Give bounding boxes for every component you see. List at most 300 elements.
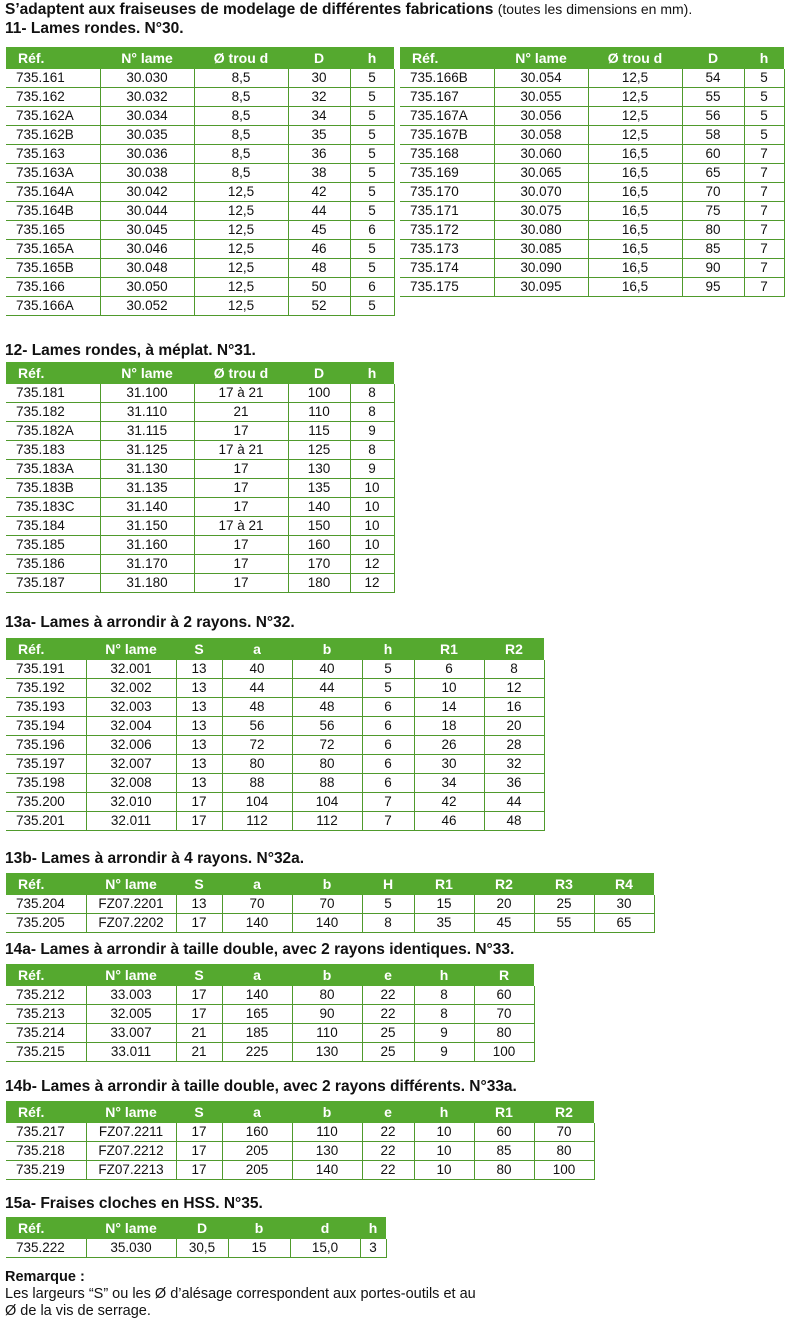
remark-line-1: Les largeurs “S” ou les Ø d’alésage correspondent aux portes-outils et au — [5, 1286, 476, 1302]
table-cell: 20 — [474, 895, 534, 914]
table-cell: 225 — [222, 1043, 292, 1062]
table-cell: 30.090 — [494, 259, 588, 278]
table-cell: 31.115 — [100, 422, 194, 441]
table-cell: 205 — [222, 1161, 292, 1180]
table-cell: 30.085 — [494, 240, 588, 259]
table-cell: 8 — [362, 914, 414, 933]
table-cell: 17 — [176, 1123, 222, 1142]
table-cell: 45 — [288, 221, 350, 240]
table-row — [6, 774, 544, 793]
table-row — [6, 793, 544, 812]
table-cell: 5 — [350, 240, 394, 259]
table-cell: 30.080 — [494, 221, 588, 240]
table-cell: 17 — [176, 812, 222, 831]
table-cell: 30.052 — [100, 297, 194, 316]
column-header: R1 — [474, 1101, 534, 1123]
table-cell: 735.165 — [6, 221, 100, 240]
table-14a — [6, 964, 535, 1062]
table-cell: 7 — [744, 164, 784, 183]
table-cell: 735.164B — [6, 202, 100, 221]
table-header-row — [6, 1217, 386, 1239]
table-row — [400, 126, 784, 145]
table-cell: 6 — [414, 660, 484, 679]
table-cell: 36 — [484, 774, 544, 793]
table-cell: 56 — [682, 107, 744, 126]
table-header-row — [6, 1101, 594, 1123]
table-row — [6, 1005, 534, 1024]
table-cell: 60 — [682, 145, 744, 164]
table-cell: 40 — [222, 660, 292, 679]
intro-note: (toutes les dimensions en mm). — [497, 1, 693, 17]
column-header: h — [360, 1217, 386, 1239]
table-cell: 32.011 — [86, 812, 176, 831]
table-cell: 31.150 — [100, 517, 194, 536]
table-cell: 735.174 — [400, 259, 494, 278]
table-cell: 8,5 — [194, 126, 288, 145]
table-13b — [6, 873, 655, 933]
table-cell: 35 — [288, 126, 350, 145]
column-header: h — [744, 47, 784, 69]
column-header: Réf. — [400, 47, 494, 69]
intro-line — [5, 1, 692, 18]
table-cell: 10 — [414, 1142, 474, 1161]
table-cell: 8 — [484, 660, 544, 679]
table-cell: 32.006 — [86, 736, 176, 755]
table-cell: 30.095 — [494, 278, 588, 297]
column-header: D — [288, 47, 350, 69]
table-cell: 735.193 — [6, 698, 86, 717]
table-cell: 46 — [288, 240, 350, 259]
table-cell: 45 — [474, 914, 534, 933]
table-cell: 735.186 — [6, 555, 100, 574]
table-cell: 735.185 — [6, 536, 100, 555]
table-cell: 5 — [350, 126, 394, 145]
table-cell: 32.004 — [86, 717, 176, 736]
table-cell: 15 — [414, 895, 474, 914]
table-cell: 104 — [292, 793, 362, 812]
column-header: N° lame — [86, 638, 176, 660]
table-cell: 17 — [176, 1161, 222, 1180]
section-title: 13a- Lames à arrondir à 2 rayons. N°32. — [5, 614, 295, 631]
table-cell: 17 à 21 — [194, 517, 288, 536]
table-cell: 8 — [350, 384, 394, 403]
table-cell: 100 — [534, 1161, 594, 1180]
table-header-row — [6, 873, 654, 895]
table-cell: FZ07.2202 — [86, 914, 176, 933]
column-header: Réf. — [6, 964, 86, 986]
table-cell: 8,5 — [194, 145, 288, 164]
table-cell: 44 — [292, 679, 362, 698]
table-header-row — [6, 47, 394, 69]
table-cell: 60 — [474, 986, 534, 1005]
table-row — [6, 1142, 594, 1161]
table-cell: 30.034 — [100, 107, 194, 126]
table-12 — [6, 362, 395, 593]
table-cell: FZ07.2212 — [86, 1142, 176, 1161]
table-cell: 16 — [484, 698, 544, 717]
table-cell: 12,5 — [194, 221, 288, 240]
table-cell: 15 — [228, 1239, 290, 1258]
column-header: N° lame — [494, 47, 588, 69]
table-cell: 90 — [292, 1005, 362, 1024]
table-row — [6, 1123, 594, 1142]
table-cell: 30.050 — [100, 278, 194, 297]
table-row — [400, 164, 784, 183]
table-cell: 12,5 — [588, 126, 682, 145]
table-cell: 104 — [222, 793, 292, 812]
table-cell: 17 — [176, 986, 222, 1005]
table-cell: 35.030 — [86, 1239, 176, 1258]
table-cell: 54 — [682, 69, 744, 88]
table-cell: 30.054 — [494, 69, 588, 88]
table-cell: 80 — [474, 1024, 534, 1043]
table-13a — [6, 638, 545, 831]
table-cell: 7 — [362, 793, 414, 812]
table-cell: 12,5 — [194, 240, 288, 259]
table-cell: 28 — [484, 736, 544, 755]
table-cell: 42 — [288, 183, 350, 202]
table-cell: 8,5 — [194, 88, 288, 107]
table-cell: 5 — [350, 107, 394, 126]
column-header: b — [292, 964, 362, 986]
column-header: Réf. — [6, 362, 100, 384]
table-cell: 80 — [222, 755, 292, 774]
table-header-row — [6, 638, 544, 660]
table-cell: FZ07.2211 — [86, 1123, 176, 1142]
table-cell: 32.010 — [86, 793, 176, 812]
table-cell: 10 — [350, 498, 394, 517]
table-cell: 22 — [362, 1005, 414, 1024]
table-cell: 48 — [292, 698, 362, 717]
table-cell: 30.070 — [494, 183, 588, 202]
table-cell: 25 — [362, 1024, 414, 1043]
table-cell: 8 — [350, 441, 394, 460]
table-cell: 735.183B — [6, 479, 100, 498]
table-cell: 735.167A — [400, 107, 494, 126]
table-cell: 32.008 — [86, 774, 176, 793]
table-row — [6, 403, 394, 422]
table-cell: 26 — [414, 736, 484, 755]
column-header: N° lame — [86, 873, 176, 895]
table-cell: 5 — [744, 107, 784, 126]
table-cell: 12,5 — [588, 88, 682, 107]
table-row — [6, 1161, 594, 1180]
table-cell: 38 — [288, 164, 350, 183]
table-cell: 735.201 — [6, 812, 86, 831]
column-header: e — [362, 1101, 414, 1123]
table-cell: 32.003 — [86, 698, 176, 717]
column-header: Réf. — [6, 1101, 86, 1123]
table-cell: 30.056 — [494, 107, 588, 126]
table-cell: 3 — [360, 1239, 386, 1258]
table-row — [6, 164, 394, 183]
table-cell: 12,5 — [194, 297, 288, 316]
table-cell: 5 — [350, 259, 394, 278]
table-header-row — [6, 964, 534, 986]
table-cell: 17 — [194, 460, 288, 479]
table-cell: 735.182A — [6, 422, 100, 441]
column-header: e — [362, 964, 414, 986]
table-cell: 735.222 — [6, 1239, 86, 1258]
table-cell: 80 — [682, 221, 744, 240]
table-cell: 735.166B — [400, 69, 494, 88]
column-header: a — [222, 964, 292, 986]
section-title: 13b- Lames à arrondir à 4 rayons. N°32a. — [5, 850, 305, 867]
table-cell: 85 — [682, 240, 744, 259]
table-row — [6, 69, 394, 88]
table-cell: 12,5 — [194, 259, 288, 278]
table-cell: 735.204 — [6, 895, 86, 914]
table-cell: 30 — [288, 69, 350, 88]
table-cell: 10 — [414, 679, 484, 698]
table-row — [6, 183, 394, 202]
table-cell: 12,5 — [588, 69, 682, 88]
table-cell: 56 — [222, 717, 292, 736]
table-cell: 13 — [176, 895, 222, 914]
table-cell: 100 — [474, 1043, 534, 1062]
table-cell: 75 — [682, 202, 744, 221]
column-header: b — [292, 638, 362, 660]
table-cell: 16,5 — [588, 278, 682, 297]
table-cell: 735.162B — [6, 126, 100, 145]
column-header: Réf. — [6, 873, 86, 895]
table-cell: 735.165A — [6, 240, 100, 259]
column-header: a — [222, 638, 292, 660]
table-cell: 44 — [222, 679, 292, 698]
table-cell: 110 — [288, 403, 350, 422]
table-cell: 30.044 — [100, 202, 194, 221]
table-cell: 12 — [350, 574, 394, 593]
table-cell: 735.200 — [6, 793, 86, 812]
column-header: N° lame — [86, 1217, 176, 1239]
table-cell: 16,5 — [588, 221, 682, 240]
column-header: d — [290, 1217, 360, 1239]
table-cell: 140 — [292, 1161, 362, 1180]
table-row — [6, 755, 544, 774]
table-cell: 31.160 — [100, 536, 194, 555]
column-header: R1 — [414, 873, 474, 895]
table-row — [6, 986, 534, 1005]
table-cell: 735.168 — [400, 145, 494, 164]
table-cell: 7 — [362, 812, 414, 831]
table-cell: 16,5 — [588, 164, 682, 183]
table-cell: 17 — [176, 793, 222, 812]
table-cell: 32.007 — [86, 755, 176, 774]
table-cell: 6 — [350, 278, 394, 297]
table-cell: 5 — [350, 69, 394, 88]
table-cell: 5 — [350, 183, 394, 202]
section-title: 12- Lames rondes, à méplat. N°31. — [5, 342, 256, 359]
table-row — [400, 259, 784, 278]
table-cell: 735.166A — [6, 297, 100, 316]
table-cell: 735.183 — [6, 441, 100, 460]
table-cell: 22 — [362, 986, 414, 1005]
table-cell: 9 — [350, 422, 394, 441]
table-row — [6, 517, 394, 536]
table-cell: 16,5 — [588, 202, 682, 221]
table-cell: 12,5 — [194, 183, 288, 202]
table-cell: 31.125 — [100, 441, 194, 460]
column-header: R2 — [474, 873, 534, 895]
table-cell: 46 — [414, 812, 484, 831]
table-cell: 55 — [682, 88, 744, 107]
table-row — [6, 88, 394, 107]
table-cell: 735.161 — [6, 69, 100, 88]
table-cell: 735.187 — [6, 574, 100, 593]
table-cell: 33.007 — [86, 1024, 176, 1043]
table-cell: 30.046 — [100, 240, 194, 259]
table-header-row — [400, 47, 784, 69]
column-header: h — [414, 1101, 474, 1123]
table-cell: 735.217 — [6, 1123, 86, 1142]
table-cell: 735.171 — [400, 202, 494, 221]
column-header: h — [362, 638, 414, 660]
table-cell: 88 — [292, 774, 362, 793]
table-cell: 170 — [288, 555, 350, 574]
table-row — [6, 441, 394, 460]
table-cell: 22 — [362, 1142, 414, 1161]
table-cell: 735.198 — [6, 774, 86, 793]
table-row — [6, 297, 394, 316]
table-cell: 31.110 — [100, 403, 194, 422]
table-cell: 735.194 — [6, 717, 86, 736]
table-cell: 735.192 — [6, 679, 86, 698]
table-cell: 80 — [292, 755, 362, 774]
table-cell: 30.065 — [494, 164, 588, 183]
table-row — [400, 183, 784, 202]
table-cell: 735.182 — [6, 403, 100, 422]
table-cell: 48 — [288, 259, 350, 278]
column-header: R2 — [534, 1101, 594, 1123]
table-cell: 735.196 — [6, 736, 86, 755]
table-cell: 16,5 — [588, 240, 682, 259]
table-row — [400, 278, 784, 297]
table-cell: 112 — [222, 812, 292, 831]
table-cell: 9 — [350, 460, 394, 479]
table-row — [6, 240, 394, 259]
table-cell: 15,0 — [290, 1239, 360, 1258]
table-cell: 735.164A — [6, 183, 100, 202]
table-cell: 735.169 — [400, 164, 494, 183]
table-cell: 735.172 — [400, 221, 494, 240]
column-header: b — [292, 1101, 362, 1123]
table-row — [6, 107, 394, 126]
table-cell: 65 — [594, 914, 654, 933]
table-cell: 32 — [288, 88, 350, 107]
table-14b — [6, 1101, 595, 1180]
table-cell: 9 — [414, 1043, 474, 1062]
column-header: Réf. — [6, 1217, 86, 1239]
column-header: D — [288, 362, 350, 384]
table-cell: 735.214 — [6, 1024, 86, 1043]
table-cell: 30 — [414, 755, 484, 774]
table-row — [6, 717, 544, 736]
column-header: b — [228, 1217, 290, 1239]
table-cell: 16,5 — [588, 183, 682, 202]
column-header: R2 — [484, 638, 544, 660]
table-row — [6, 895, 654, 914]
table-cell: 735.162A — [6, 107, 100, 126]
column-header: Ø trou d — [194, 362, 288, 384]
table-cell: 8,5 — [194, 107, 288, 126]
table-cell: 30.048 — [100, 259, 194, 278]
column-header: a — [222, 873, 292, 895]
table-cell: 735.165B — [6, 259, 100, 278]
table-cell: 16,5 — [588, 259, 682, 278]
table-row — [6, 679, 544, 698]
table-cell: 56 — [292, 717, 362, 736]
table-row — [6, 422, 394, 441]
table-cell: 30.036 — [100, 145, 194, 164]
table-cell: 80 — [534, 1142, 594, 1161]
table-cell: 735.173 — [400, 240, 494, 259]
table-row — [400, 221, 784, 240]
table-row — [6, 660, 544, 679]
table-cell: 180 — [288, 574, 350, 593]
column-header: N° lame — [86, 964, 176, 986]
table-cell: 13 — [176, 774, 222, 793]
table-cell: 30.055 — [494, 88, 588, 107]
table-cell: 5 — [744, 126, 784, 145]
table-cell: 12,5 — [194, 202, 288, 221]
table-row — [6, 698, 544, 717]
table-cell: 735.184 — [6, 517, 100, 536]
table-header-row — [6, 362, 394, 384]
table-cell: 735.197 — [6, 755, 86, 774]
table-cell: 13 — [176, 679, 222, 698]
remark-title: Remarque : — [5, 1269, 85, 1285]
table-cell: 7 — [744, 278, 784, 297]
table-cell: 10 — [350, 479, 394, 498]
table-cell: 30.032 — [100, 88, 194, 107]
table-cell: 50 — [288, 278, 350, 297]
table-cell: 125 — [288, 441, 350, 460]
table-cell: 22 — [362, 1161, 414, 1180]
table-cell: 22 — [362, 1123, 414, 1142]
table-cell: 5 — [362, 660, 414, 679]
table-cell: 5 — [362, 895, 414, 914]
table-row — [400, 145, 784, 164]
table-cell: 72 — [222, 736, 292, 755]
table-cell: 17 à 21 — [194, 441, 288, 460]
table-cell: 25 — [534, 895, 594, 914]
table-cell: 735.212 — [6, 986, 86, 1005]
table-cell: 34 — [288, 107, 350, 126]
column-header: R1 — [414, 638, 484, 660]
table-cell: 140 — [222, 914, 292, 933]
column-header: Réf. — [6, 47, 100, 69]
table-cell: 130 — [288, 460, 350, 479]
intro-main: S’adaptent aux fraiseuses de modelage de différentes fabrications — [5, 1, 494, 18]
table-cell: 735.218 — [6, 1142, 86, 1161]
table-cell: 10 — [350, 517, 394, 536]
table-cell: 32.001 — [86, 660, 176, 679]
table-cell: 6 — [362, 698, 414, 717]
table-cell: 30 — [594, 895, 654, 914]
table-cell: 6 — [362, 755, 414, 774]
table-cell: 58 — [682, 126, 744, 145]
column-header: h — [414, 964, 474, 986]
table-cell: 30.060 — [494, 145, 588, 164]
table-cell: 140 — [292, 914, 362, 933]
column-header: R4 — [594, 873, 654, 895]
table-cell: 735.191 — [6, 660, 86, 679]
section-title: 15a- Fraises cloches en HSS. N°35. — [5, 1195, 263, 1212]
table-cell: 8 — [350, 403, 394, 422]
table-cell: 10 — [350, 536, 394, 555]
table-row — [6, 1239, 386, 1258]
table-row — [6, 1043, 534, 1062]
